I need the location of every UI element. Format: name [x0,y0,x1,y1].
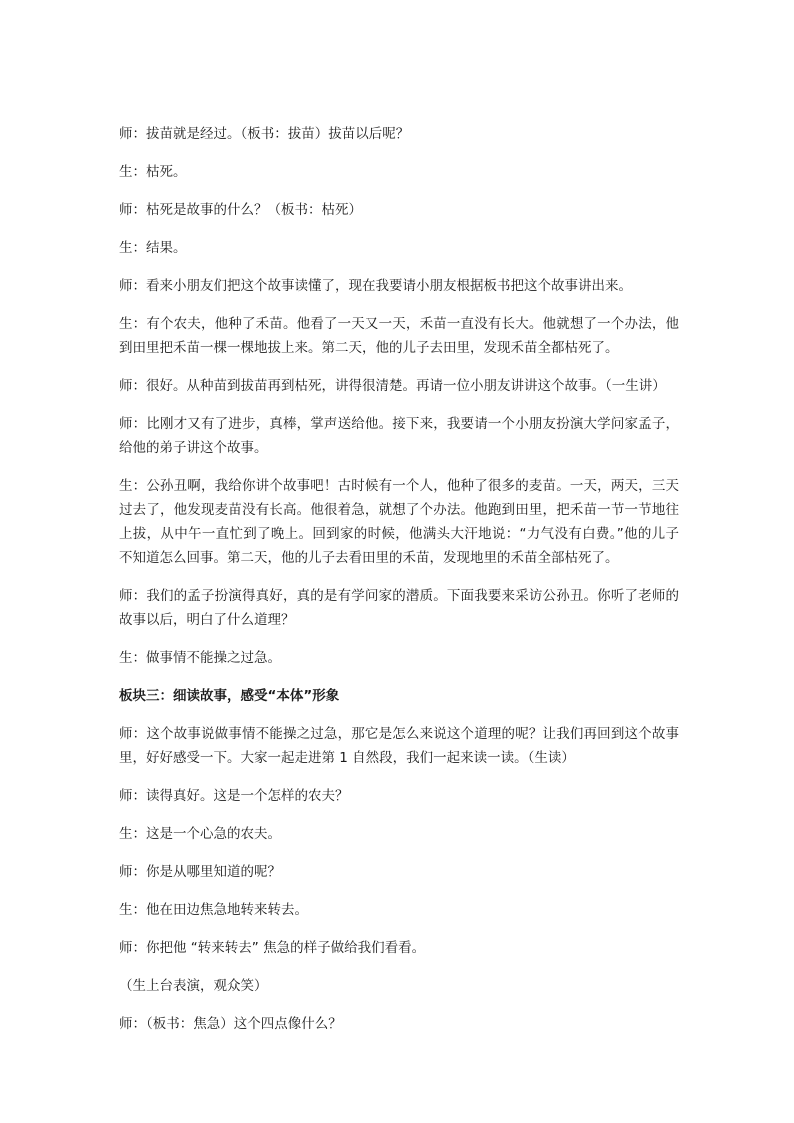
paragraph: 师：枯死是故事的什么？（板书：枯死） [119,202,362,218]
paragraph: 生：公孙丑啊，我给你讲个故事吧！古时候有一个人，他种了很多的麦苗。一天，两天，三天过去了，他发现麦苗没有长高。他很着急，就想了个办法。他跑到田里，把禾苗一节一节地往上拔，从中午一直忙到了晚上。回到家的时候，他满头大汗地说：“力气没有白费。”他的儿子不知道怎么回事。第二天，他的儿子去看田里的禾苗，发现地里的禾苗全部枯死了。 [119,478,679,566]
paragraph: 师：我们的孟子扮演得真好，真的是有学问家的潜质。下面我要来采访公孙丑。你听了老师的故事以后，明白了什么道理？ [119,588,679,628]
paragraph: 师：很好。从种苗到拔苗再到枯死，讲得很清楚。再请一位小朋友讲讲这个故事。（一生讲） [119,378,666,394]
paragraph: 生：有个农夫，他种了禾苗。他看了一天又一天，禾苗一直没有长大。他就想了一个办法，他到田里把禾苗一棵一棵地拔上来。第二天，他的儿子去田里，发现禾苗全都枯死了。 [119,316,679,356]
paragraph: 师：你是从哪里知道的呢？ [119,864,281,880]
paragraph: 生：这是一个心急的农夫。 [119,826,281,842]
paragraph: 生：他在田边焦急地转来转去。 [119,902,308,918]
paragraph: 师：这个故事说做事情不能操之过急，那它是怎么来说这个道理的呢？让我们再回到这个故事里，好好感受一下。大家一起走进第 1 自然段，我们一起来读一读。（生读） [119,726,679,766]
paragraph: （生上台表演，观众笑） [119,978,268,994]
paragraph: 师：看来小朋友们把这个故事读懂了，现在我要请小朋友根据板书把这个故事讲出来。 [119,278,632,294]
paragraph: 生：结果。 [119,240,187,256]
paragraph: 生：枯死。 [119,164,187,180]
paragraph: 师：你把他 “转来转去” 焦急的样子做给我们看看。 [119,940,426,956]
paragraph: 师：（板书：焦急）这个四点像什么？ [119,1016,342,1032]
section-heading: 板块三：细读故事，感受“本体”形象 [119,688,340,704]
paragraph: 师：比刚才又有了进步，真棒，掌声送给他。接下来，我要请一个小朋友扮演大学问家孟子，给他的弟子讲这个故事。 [119,416,679,456]
paragraph: 师：读得真好。这是一个怎样的农夫？ [119,788,349,804]
paragraph: 生：做事情不能操之过急。 [119,650,281,666]
document-body [119,122,679,1050]
paragraph: 师：拔苗就是经过。（板书：拔苗）拔苗以后呢？ [119,126,410,142]
